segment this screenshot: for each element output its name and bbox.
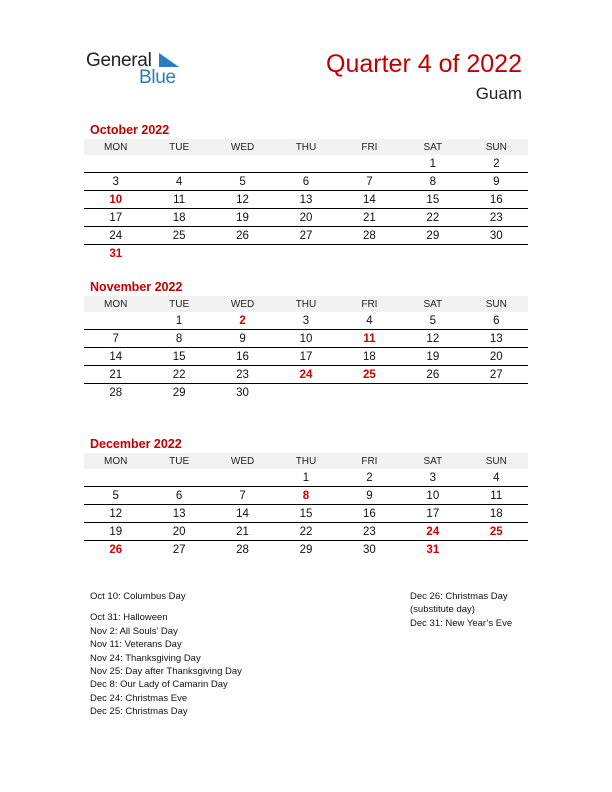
weekday-header: FRI — [338, 139, 401, 155]
week-row — [84, 330, 528, 348]
day-cell: 14 — [236, 507, 249, 520]
day-cell: 22 — [426, 211, 440, 224]
day-cell: 16 — [236, 350, 249, 363]
holiday-day-cell: 24 — [299, 368, 313, 381]
day-cell: 30 — [363, 543, 376, 556]
day-cell: 17 — [299, 350, 313, 363]
day-cell: 28 — [109, 386, 123, 399]
holiday-note: Oct 10: Columbus Day — [90, 591, 186, 602]
holiday-note: Dec 31: New Year’s Eve — [410, 617, 513, 629]
weekday-header: THU — [274, 453, 337, 469]
empty-day-cell — [274, 384, 337, 402]
week-row — [84, 191, 528, 209]
day-cell: 29 — [299, 543, 313, 556]
logo-general: General — [86, 50, 152, 71]
week-row — [84, 245, 528, 263]
day-cell: 3 — [112, 175, 119, 188]
day-cell: 21 — [363, 211, 376, 224]
weekday-header: FRI — [338, 296, 401, 312]
weekday-header: SUN — [465, 453, 528, 469]
day-cell: 15 — [426, 193, 440, 206]
weekday-header: SUN — [465, 139, 528, 155]
empty-day-cell — [274, 155, 337, 173]
empty-day-cell — [84, 469, 147, 487]
month-october — [84, 122, 528, 262]
weekday-header: TUE — [147, 453, 210, 469]
day-cell: 26 — [236, 229, 249, 242]
empty-day-cell — [465, 245, 528, 263]
day-cell: 13 — [299, 193, 313, 206]
day-cell: 15 — [299, 507, 313, 520]
day-cell: 29 — [172, 386, 186, 399]
calendar-table — [84, 139, 528, 262]
week-row — [84, 348, 528, 366]
empty-day-cell — [274, 245, 337, 263]
day-cell: 27 — [489, 368, 503, 381]
day-cell: 5 — [239, 175, 246, 188]
month-december — [84, 436, 528, 558]
holiday-note: Nov 2: All Souls’ Day — [90, 625, 178, 637]
empty-day-cell — [338, 384, 401, 402]
day-cell: 9 — [493, 175, 500, 188]
day-cell: 21 — [236, 525, 249, 538]
holiday-note: Oct 31: Halloween — [90, 612, 168, 624]
empty-day-cell — [465, 384, 528, 402]
holiday-note: Nov 25: Day after Thanksgiving Day — [90, 666, 242, 678]
calendar-table — [84, 296, 528, 401]
weekday-header: SAT — [401, 296, 464, 312]
weekday-header: WED — [211, 453, 274, 469]
day-cell: 1 — [175, 314, 183, 327]
week-row — [84, 541, 528, 559]
day-cell: 30 — [489, 229, 503, 242]
weekday-header: FRI — [338, 453, 401, 469]
logo-blue: Blue — [139, 67, 176, 88]
day-cell: 4 — [493, 471, 500, 484]
empty-day-cell — [211, 245, 274, 263]
day-cell: 7 — [239, 489, 246, 502]
day-cell: 5 — [112, 489, 119, 502]
empty-day-cell — [465, 541, 528, 559]
day-cell: 28 — [236, 543, 249, 556]
empty-day-cell — [338, 155, 401, 173]
day-cell: 4 — [175, 175, 183, 188]
week-row — [84, 487, 528, 505]
weekday-header: SAT — [401, 453, 464, 469]
weekday-header: SAT — [401, 139, 464, 155]
day-cell: 16 — [363, 507, 376, 520]
day-cell: 22 — [299, 525, 313, 538]
day-cell: 8 — [175, 332, 183, 345]
week-row — [84, 155, 528, 173]
day-cell: 24 — [109, 229, 123, 242]
day-cell: 6 — [302, 175, 310, 188]
day-cell: 10 — [426, 489, 440, 502]
day-cell: 28 — [363, 229, 376, 242]
weekday-header: THU — [274, 139, 337, 155]
day-cell: 4 — [366, 314, 373, 327]
day-cell: 11 — [490, 489, 503, 502]
day-cell: 7 — [366, 175, 373, 188]
holiday-day-cell: 11 — [363, 332, 376, 345]
day-cell: 14 — [363, 193, 376, 206]
week-row — [84, 227, 528, 245]
month-title: October 2022 — [90, 123, 170, 137]
holiday-note: Nov 24: Thanksgiving Day — [90, 652, 201, 664]
weekday-header: WED — [211, 296, 274, 312]
day-cell: 8 — [429, 175, 437, 188]
day-cell: 2 — [366, 471, 373, 484]
holiday-day-cell: 24 — [426, 525, 440, 538]
page-subtitle: Guam — [475, 84, 522, 103]
day-cell: 29 — [426, 229, 440, 242]
holiday-day-cell: 31 — [426, 543, 440, 556]
day-cell: 13 — [489, 332, 503, 345]
day-cell: 13 — [172, 507, 186, 520]
holiday-notes-left — [90, 590, 242, 719]
holiday-day-cell: 25 — [489, 525, 503, 538]
day-cell: 10 — [299, 332, 313, 345]
day-cell: 9 — [239, 332, 246, 345]
day-cell: 23 — [236, 368, 249, 381]
day-cell: 19 — [426, 350, 440, 363]
holiday-note: Dec 25: Christmas Day — [90, 706, 188, 718]
day-cell: 12 — [426, 332, 440, 345]
day-cell: 12 — [109, 507, 123, 520]
day-cell: 11 — [173, 193, 186, 206]
empty-day-cell — [147, 245, 210, 263]
day-cell: 18 — [363, 350, 376, 363]
holiday-note: (substitute day) — [410, 604, 475, 616]
day-cell: 15 — [172, 350, 186, 363]
day-cell: 20 — [172, 525, 186, 538]
logo — [86, 50, 196, 90]
day-cell: 21 — [109, 368, 123, 381]
empty-day-cell — [338, 245, 401, 263]
empty-day-cell — [84, 155, 147, 173]
day-cell: 9 — [366, 489, 373, 502]
week-row — [84, 505, 528, 523]
week-row — [84, 366, 528, 384]
day-cell: 12 — [236, 193, 249, 206]
empty-day-cell — [147, 155, 210, 173]
day-cell: 23 — [489, 211, 503, 224]
holiday-day-cell: 25 — [363, 368, 376, 381]
week-row — [84, 469, 528, 487]
holiday-note: Nov 11: Veterans Day — [90, 639, 182, 651]
empty-day-cell — [401, 245, 464, 263]
calendar-table — [84, 453, 528, 558]
holiday-note: Dec 24: Christmas Eve — [90, 692, 188, 704]
weekday-header: THU — [274, 296, 337, 312]
month-title: December 2022 — [90, 437, 182, 451]
day-cell: 19 — [109, 525, 123, 538]
day-cell: 27 — [299, 229, 313, 242]
week-row — [84, 312, 528, 330]
empty-day-cell — [84, 312, 147, 330]
weekday-header: MON — [84, 453, 147, 469]
week-row — [84, 209, 528, 227]
day-cell: 20 — [299, 211, 313, 224]
day-cell: 7 — [112, 332, 119, 345]
day-cell: 22 — [172, 368, 186, 381]
day-cell: 2 — [493, 157, 500, 170]
week-row — [84, 523, 528, 541]
empty-day-cell — [147, 469, 210, 487]
day-cell: 6 — [175, 489, 183, 502]
holiday-day-cell: 10 — [109, 193, 123, 206]
day-cell: 18 — [489, 507, 503, 520]
day-cell: 3 — [429, 471, 437, 484]
day-cell: 6 — [493, 314, 500, 327]
month-title: November 2022 — [90, 280, 183, 294]
holiday-day-cell: 2 — [239, 314, 246, 327]
day-cell: 26 — [426, 368, 440, 381]
day-cell: 3 — [302, 314, 310, 327]
weekday-header: TUE — [147, 139, 210, 155]
week-row — [84, 384, 528, 402]
weekday-header: WED — [211, 139, 274, 155]
day-cell: 17 — [109, 211, 123, 224]
empty-day-cell — [211, 469, 274, 487]
weekday-header: MON — [84, 296, 147, 312]
month-november — [84, 279, 528, 401]
day-cell: 18 — [172, 211, 186, 224]
day-cell: 27 — [172, 543, 186, 556]
day-cell: 14 — [109, 350, 123, 363]
day-cell: 16 — [489, 193, 503, 206]
holiday-day-cell: 31 — [109, 247, 123, 260]
day-cell: 20 — [489, 350, 503, 363]
holiday-day-cell: 26 — [109, 543, 123, 556]
day-cell: 30 — [236, 386, 249, 399]
page-title: Quarter 4 of 2022 — [326, 50, 522, 78]
day-cell: 19 — [236, 211, 249, 224]
empty-day-cell — [401, 384, 464, 402]
holiday-note: Dec 26: Christmas Day — [410, 591, 508, 602]
weekday-header: TUE — [147, 296, 210, 312]
day-cell: 23 — [363, 525, 376, 538]
day-cell: 5 — [429, 314, 437, 327]
holiday-notes-right — [410, 590, 512, 630]
day-cell: 25 — [172, 229, 186, 242]
holiday-note: Dec 8: Our Lady of Camarin Day — [90, 679, 228, 691]
empty-day-cell — [211, 155, 274, 173]
week-row — [84, 173, 528, 191]
weekday-header: SUN — [465, 296, 528, 312]
weekday-header: MON — [84, 139, 147, 155]
day-cell: 1 — [429, 157, 437, 170]
holiday-day-cell: 8 — [302, 489, 310, 502]
day-cell: 17 — [426, 507, 440, 520]
day-cell: 1 — [302, 471, 310, 484]
